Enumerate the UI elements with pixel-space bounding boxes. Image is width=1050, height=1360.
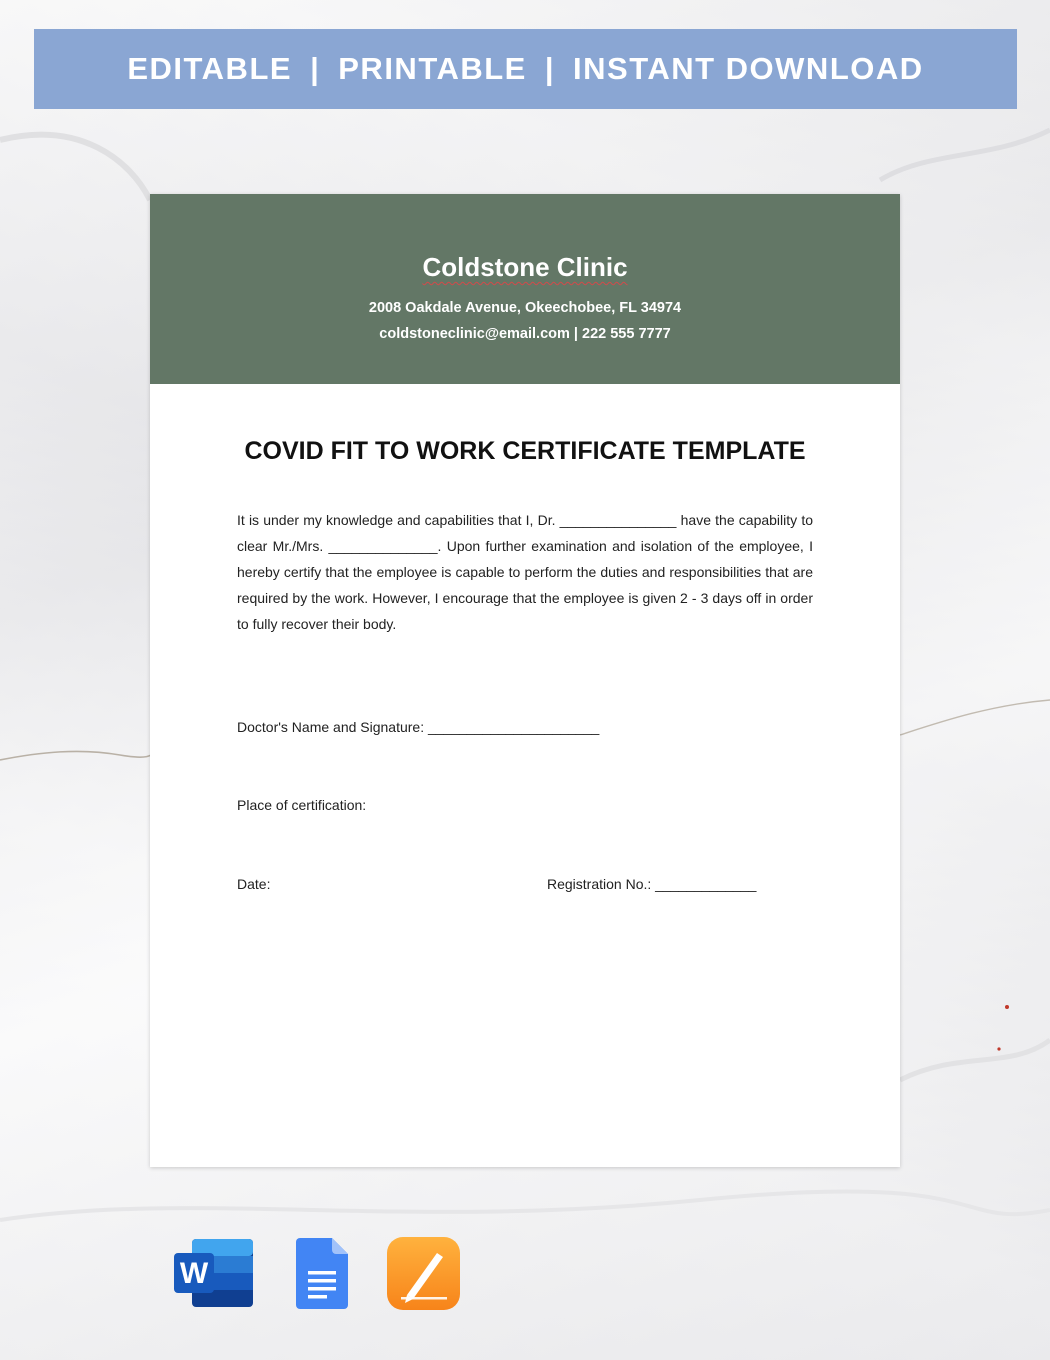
- clinic-contact: coldstoneclinic@email.com | 222 555 7777: [379, 326, 671, 342]
- document-title: COVID FIT TO WORK CERTIFICATE TEMPLATE: [244, 437, 806, 465]
- banner-editable: EDITABLE: [127, 51, 293, 86]
- document-header: [150, 194, 900, 384]
- doctor-signature-field: Doctor's Name and Signature: ______________________: [237, 719, 600, 735]
- word-icon-letter: W: [179, 1257, 209, 1290]
- certificate-body: It is under my knowledge and capabilities that I, Dr. _______________ have the capability to clear Mr./Mrs. ______________. Upon further examination and isolation of the employee, I hereby certify that the employee is capable to perform the duties and responsibilities that are required by the work. However, I encourage that the employee is given 2 - 3 days off in order to fully recover their body.: [237, 512, 813, 632]
- word-icon: [174, 1238, 254, 1308]
- banner-separator: |: [310, 51, 321, 86]
- clinic-address: 2008 Oakdale Avenue, Okeechobee, FL 34974: [368, 300, 682, 316]
- banner-instant-download: INSTANT DOWNLOAD: [573, 51, 924, 86]
- place-of-certification-field: Place of certification:: [237, 797, 367, 813]
- features-banner: [34, 29, 1017, 109]
- pages-icon: [387, 1237, 460, 1310]
- document-preview: [150, 194, 900, 1167]
- banner-separator: |: [544, 51, 556, 86]
- google-docs-icon: [296, 1238, 348, 1309]
- date-field: Date:: [237, 876, 271, 892]
- banner-printable: PRINTABLE: [338, 51, 527, 86]
- clinic-name: Coldstone Clinic: [422, 252, 628, 282]
- registration-number-field: Registration No.: _____________: [547, 876, 757, 892]
